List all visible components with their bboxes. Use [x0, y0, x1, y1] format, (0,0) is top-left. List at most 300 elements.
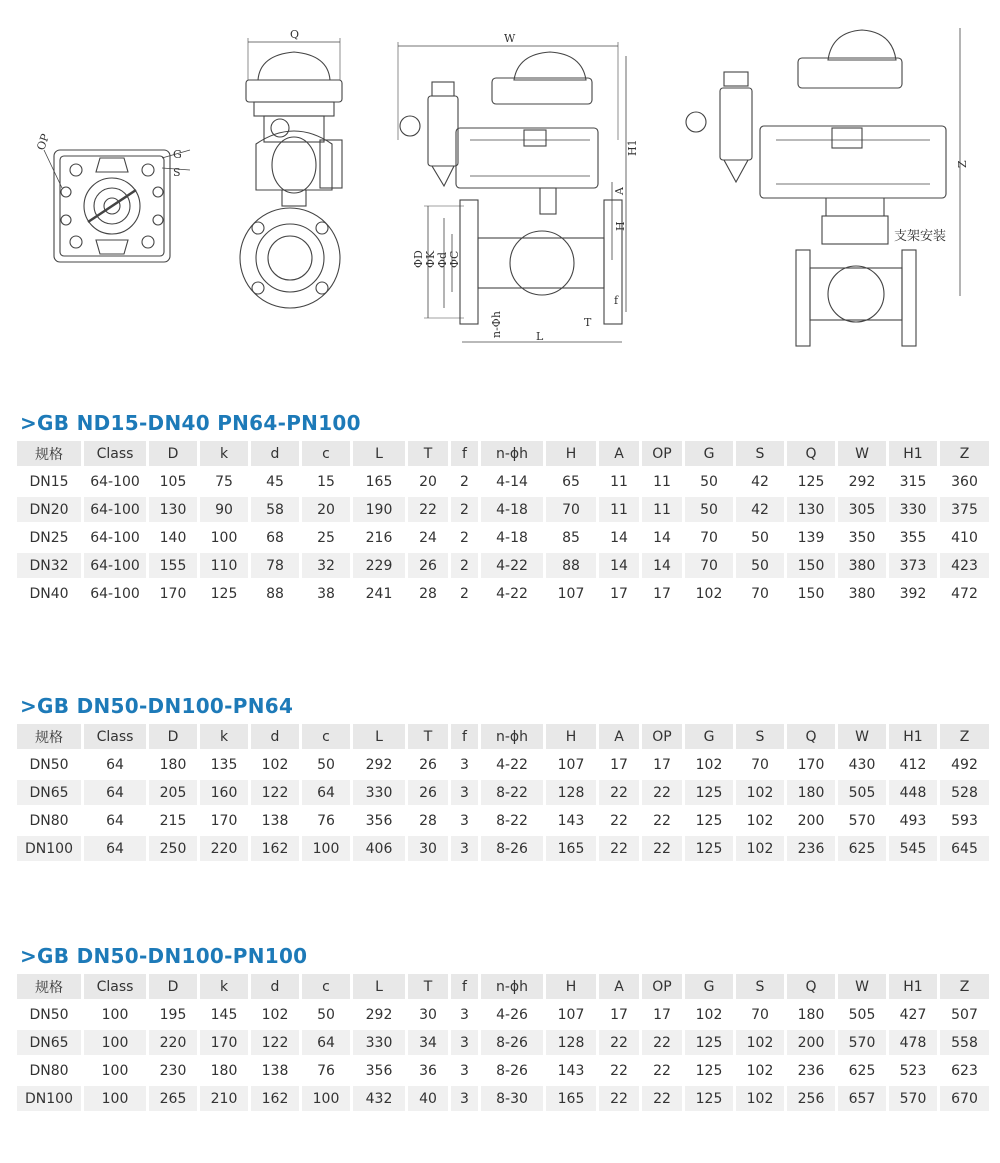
col-header: Q: [787, 724, 835, 749]
s-label: S: [173, 166, 181, 179]
col-header: c: [302, 974, 350, 999]
table-cell: 2: [451, 581, 478, 606]
table-cell: 170: [200, 1030, 248, 1055]
table-cell: 42: [736, 469, 784, 494]
table-cell: 350: [838, 525, 886, 550]
table-cell: 4-14: [481, 469, 543, 494]
table-cell: 570: [838, 1030, 886, 1055]
table-cell: 162: [251, 1086, 299, 1111]
table-cell: 216: [353, 525, 405, 550]
col-header: D: [149, 724, 197, 749]
table-cell: 130: [149, 497, 197, 522]
table-cell: 32: [302, 553, 350, 578]
table-cell: 373: [889, 553, 937, 578]
table-cell: 412: [889, 752, 937, 777]
col-header: Q: [787, 441, 835, 466]
col-header: H: [546, 441, 596, 466]
table-cell: 14: [599, 553, 639, 578]
col-header: H: [546, 724, 596, 749]
table-cell: 292: [838, 469, 886, 494]
table-cell: 205: [149, 780, 197, 805]
table-row: [17, 808, 989, 833]
table-cell: 315: [889, 469, 937, 494]
table-cell: 17: [642, 752, 682, 777]
table-cell: 375: [940, 497, 989, 522]
table-cell: 125: [685, 780, 733, 805]
table-cell: 64: [84, 780, 146, 805]
col-header: G: [685, 441, 733, 466]
table-cell: 100: [302, 836, 350, 861]
table-cell: 85: [546, 525, 596, 550]
table-cell: 410: [940, 525, 989, 550]
table-cell: 30: [408, 1002, 448, 1027]
table-cell: 102: [736, 1030, 784, 1055]
table-cell: 28: [408, 808, 448, 833]
table-cell: 138: [251, 808, 299, 833]
phi-d-label: ΦD: [412, 250, 425, 268]
table-cell: 165: [353, 469, 405, 494]
table-cell: DN40: [17, 581, 81, 606]
top-view-drawing: [34, 132, 190, 262]
h-label: H: [614, 221, 627, 231]
l-label: L: [536, 330, 544, 343]
table-cell: 493: [889, 808, 937, 833]
spec-section-2: [16, 691, 978, 864]
table-cell: 110: [200, 553, 248, 578]
table-cell: 100: [84, 1058, 146, 1083]
phi-d-small-label: Φd: [436, 251, 449, 268]
table-cell: 472: [940, 581, 989, 606]
table-cell: 107: [546, 581, 596, 606]
table-cell: 70: [685, 553, 733, 578]
table-cell: 26: [408, 752, 448, 777]
table-cell: 102: [251, 752, 299, 777]
spec-section-1: [16, 408, 978, 609]
table-cell: 180: [787, 1002, 835, 1027]
table-cell: 125: [685, 1030, 733, 1055]
table-cell: 625: [838, 836, 886, 861]
table-cell: 430: [838, 752, 886, 777]
table-cell: 3: [451, 780, 478, 805]
table-cell: 230: [149, 1058, 197, 1083]
table-cell: 130: [787, 497, 835, 522]
table-cell: 406: [353, 836, 405, 861]
col-header: n-ϕh: [481, 974, 543, 999]
col-header: Z: [940, 724, 989, 749]
table-cell: 356: [353, 808, 405, 833]
col-header: W: [838, 724, 886, 749]
col-header: OP: [642, 724, 682, 749]
col-header: 规格: [17, 974, 81, 999]
col-header: f: [451, 441, 478, 466]
table-cell: 17: [599, 581, 639, 606]
col-header: S: [736, 724, 784, 749]
table-cell: 22: [599, 1030, 639, 1055]
table-cell: 22: [642, 1030, 682, 1055]
a-label: A: [613, 187, 626, 195]
table-cell: 64-100: [84, 469, 146, 494]
spec-table: [14, 438, 992, 609]
col-header: k: [200, 974, 248, 999]
table-cell: 22: [599, 1086, 639, 1111]
table-cell: 4-26: [481, 1002, 543, 1027]
col-header: k: [200, 441, 248, 466]
front-view-drawing: [398, 32, 639, 343]
table-cell: 558: [940, 1030, 989, 1055]
table-cell: 3: [451, 752, 478, 777]
table-row: [17, 836, 989, 861]
table-cell: 125: [200, 581, 248, 606]
table-cell: 4-18: [481, 497, 543, 522]
table-cell: 22: [642, 808, 682, 833]
table-cell: 155: [149, 553, 197, 578]
bracket-install-label: 支架安装: [894, 229, 947, 244]
table-cell: 3: [451, 1002, 478, 1027]
table-cell: 11: [599, 469, 639, 494]
table-cell: 17: [642, 1002, 682, 1027]
col-header: S: [736, 974, 784, 999]
table-row: [17, 1002, 989, 1027]
table-cell: 250: [149, 836, 197, 861]
col-header: Class: [84, 974, 146, 999]
table-cell: 125: [685, 808, 733, 833]
table-cell: 20: [408, 469, 448, 494]
phi-c-label: ΦC: [448, 250, 461, 268]
table-cell: 4-22: [481, 752, 543, 777]
table-cell: 4-22: [481, 553, 543, 578]
table-cell: 102: [736, 1058, 784, 1083]
table-cell: DN80: [17, 808, 81, 833]
table-cell: 432: [353, 1086, 405, 1111]
table-cell: 145: [200, 1002, 248, 1027]
table-cell: 58: [251, 497, 299, 522]
table-cell: 11: [642, 497, 682, 522]
spec-table: [14, 971, 992, 1114]
table-row: [17, 1030, 989, 1055]
table-cell: 64: [84, 752, 146, 777]
table-cell: DN100: [17, 836, 81, 861]
table-cell: 478: [889, 1030, 937, 1055]
col-header: H1: [889, 441, 937, 466]
op-label: OP: [34, 132, 53, 153]
table-cell: 138: [251, 1058, 299, 1083]
table-cell: 190: [353, 497, 405, 522]
table-cell: 165: [546, 836, 596, 861]
bracket-view-drawing: [686, 28, 969, 346]
table-cell: 165: [546, 1086, 596, 1111]
table-cell: 22: [599, 1058, 639, 1083]
table-cell: 64-100: [84, 525, 146, 550]
table-cell: 14: [642, 553, 682, 578]
table-cell: DN20: [17, 497, 81, 522]
table-cell: 26: [408, 553, 448, 578]
table-cell: 220: [200, 836, 248, 861]
table-cell: 70: [685, 525, 733, 550]
table-cell: 150: [787, 581, 835, 606]
table-cell: 22: [642, 836, 682, 861]
table-cell: 30: [408, 836, 448, 861]
table-cell: 76: [302, 808, 350, 833]
table-cell: 8-22: [481, 780, 543, 805]
col-header: G: [685, 974, 733, 999]
table-cell: 492: [940, 752, 989, 777]
h1-label: H1: [626, 139, 639, 156]
table-cell: 625: [838, 1058, 886, 1083]
table-cell: 162: [251, 836, 299, 861]
table-cell: 545: [889, 836, 937, 861]
table-cell: 36: [408, 1058, 448, 1083]
table-cell: 305: [838, 497, 886, 522]
table-cell: 102: [685, 581, 733, 606]
table-header-row: [17, 724, 989, 749]
col-header: k: [200, 724, 248, 749]
table-cell: 102: [251, 1002, 299, 1027]
table-cell: 170: [200, 808, 248, 833]
table-cell: 265: [149, 1086, 197, 1111]
q-label: Q: [290, 28, 300, 41]
table-cell: 45: [251, 469, 299, 494]
table-cell: 20: [302, 497, 350, 522]
col-header: L: [353, 441, 405, 466]
g-label: G: [173, 148, 182, 161]
col-header: A: [599, 974, 639, 999]
table-cell: 102: [736, 808, 784, 833]
table-cell: 180: [200, 1058, 248, 1083]
table-cell: 200: [787, 808, 835, 833]
col-header: T: [408, 441, 448, 466]
table-cell: 64: [84, 836, 146, 861]
table-cell: 657: [838, 1086, 886, 1111]
col-header: S: [736, 441, 784, 466]
table-cell: 292: [353, 1002, 405, 1027]
col-header: W: [838, 974, 886, 999]
table-cell: DN50: [17, 752, 81, 777]
table-cell: 670: [940, 1086, 989, 1111]
table-cell: DN65: [17, 1030, 81, 1055]
table-cell: 8-26: [481, 836, 543, 861]
z-label: Z: [956, 160, 969, 168]
col-header: d: [251, 974, 299, 999]
table-cell: 360: [940, 469, 989, 494]
table-cell: 623: [940, 1058, 989, 1083]
table-cell: 100: [200, 525, 248, 550]
table-cell: 22: [642, 780, 682, 805]
table-cell: 392: [889, 581, 937, 606]
table-cell: 107: [546, 752, 596, 777]
table-cell: 14: [599, 525, 639, 550]
table-cell: 90: [200, 497, 248, 522]
table-cell: 2: [451, 525, 478, 550]
table-cell: 17: [642, 581, 682, 606]
table-cell: 125: [787, 469, 835, 494]
table-cell: 34: [408, 1030, 448, 1055]
table-cell: 380: [838, 553, 886, 578]
table-cell: 180: [149, 752, 197, 777]
table-cell: 356: [353, 1058, 405, 1083]
table-cell: 8-26: [481, 1030, 543, 1055]
table-cell: 50: [302, 752, 350, 777]
table-cell: 160: [200, 780, 248, 805]
table-cell: 448: [889, 780, 937, 805]
table-cell: 50: [736, 553, 784, 578]
table-cell: 3: [451, 808, 478, 833]
table-row: [17, 553, 989, 578]
table-cell: 22: [599, 808, 639, 833]
table-cell: 122: [251, 1030, 299, 1055]
table-cell: 65: [546, 469, 596, 494]
table-header-row: [17, 441, 989, 466]
table-cell: 125: [685, 1086, 733, 1111]
table-row: [17, 752, 989, 777]
table-cell: 3: [451, 1086, 478, 1111]
table-cell: 507: [940, 1002, 989, 1027]
spec-table: [14, 721, 992, 864]
col-header: L: [353, 724, 405, 749]
col-header: H: [546, 974, 596, 999]
table-cell: 180: [787, 780, 835, 805]
table-row: [17, 497, 989, 522]
table-cell: 75: [200, 469, 248, 494]
col-header: A: [599, 441, 639, 466]
col-header: OP: [642, 974, 682, 999]
table-cell: 42: [736, 497, 784, 522]
table-cell: DN100: [17, 1086, 81, 1111]
table-cell: DN80: [17, 1058, 81, 1083]
table-cell: 50: [736, 525, 784, 550]
table-cell: 64: [302, 780, 350, 805]
table-cell: 28: [408, 581, 448, 606]
technical-drawings: [0, 0, 1000, 380]
col-header: T: [408, 974, 448, 999]
table-cell: 128: [546, 780, 596, 805]
table-cell: 64-100: [84, 497, 146, 522]
table-cell: 128: [546, 1030, 596, 1055]
table-cell: 25: [302, 525, 350, 550]
table-cell: 22: [642, 1086, 682, 1111]
section-title: >GB DN50-DN100-PN100: [20, 944, 308, 968]
table-cell: 645: [940, 836, 989, 861]
col-header: 规格: [17, 724, 81, 749]
col-header: d: [251, 441, 299, 466]
table-cell: 107: [546, 1002, 596, 1027]
table-cell: 50: [685, 469, 733, 494]
table-cell: 17: [599, 1002, 639, 1027]
col-header: n-ϕh: [481, 441, 543, 466]
table-cell: 11: [599, 497, 639, 522]
table-cell: 236: [787, 836, 835, 861]
table-cell: 570: [889, 1086, 937, 1111]
table-cell: DN15: [17, 469, 81, 494]
table-cell: 135: [200, 752, 248, 777]
table-cell: 150: [787, 553, 835, 578]
table-cell: 38: [302, 581, 350, 606]
table-cell: 50: [685, 497, 733, 522]
phi-k-label: ΦK: [424, 250, 437, 268]
table-cell: 139: [787, 525, 835, 550]
side-view-drawing: [240, 28, 342, 308]
table-cell: 14: [642, 525, 682, 550]
table-cell: 140: [149, 525, 197, 550]
table-cell: 26: [408, 780, 448, 805]
table-cell: DN32: [17, 553, 81, 578]
table-cell: 170: [787, 752, 835, 777]
table-cell: 102: [736, 836, 784, 861]
col-header: D: [149, 441, 197, 466]
table-cell: 102: [685, 752, 733, 777]
table-cell: 11: [642, 469, 682, 494]
table-cell: 355: [889, 525, 937, 550]
table-cell: 64: [302, 1030, 350, 1055]
table-cell: 78: [251, 553, 299, 578]
table-cell: 22: [642, 1058, 682, 1083]
table-cell: 423: [940, 553, 989, 578]
table-cell: 143: [546, 808, 596, 833]
table-cell: 102: [685, 1002, 733, 1027]
table-cell: 64: [84, 808, 146, 833]
col-header: Class: [84, 441, 146, 466]
table-cell: 330: [353, 1030, 405, 1055]
table-cell: 2: [451, 497, 478, 522]
col-header: OP: [642, 441, 682, 466]
col-header: f: [451, 974, 478, 999]
table-cell: 3: [451, 836, 478, 861]
table-cell: 15: [302, 469, 350, 494]
f-label: f: [614, 294, 619, 307]
table-cell: 70: [546, 497, 596, 522]
table-cell: 3: [451, 1058, 478, 1083]
table-cell: 229: [353, 553, 405, 578]
table-cell: 105: [149, 469, 197, 494]
table-row: [17, 1058, 989, 1083]
table-cell: 100: [84, 1030, 146, 1055]
col-header: A: [599, 724, 639, 749]
table-cell: 593: [940, 808, 989, 833]
table-cell: 4-18: [481, 525, 543, 550]
table-cell: 505: [838, 1002, 886, 1027]
col-header: Q: [787, 974, 835, 999]
table-cell: 523: [889, 1058, 937, 1083]
col-header: Z: [940, 974, 989, 999]
col-header: f: [451, 724, 478, 749]
table-cell: 195: [149, 1002, 197, 1027]
table-cell: 505: [838, 780, 886, 805]
table-cell: 241: [353, 581, 405, 606]
table-cell: 220: [149, 1030, 197, 1055]
table-cell: 256: [787, 1086, 835, 1111]
table-cell: 100: [84, 1002, 146, 1027]
table-cell: 200: [787, 1030, 835, 1055]
table-cell: 100: [84, 1086, 146, 1111]
col-header: Class: [84, 724, 146, 749]
table-cell: 24: [408, 525, 448, 550]
table-row: [17, 581, 989, 606]
table-cell: 88: [546, 553, 596, 578]
table-cell: 8-22: [481, 808, 543, 833]
table-cell: 170: [149, 581, 197, 606]
table-cell: 102: [736, 780, 784, 805]
col-header: n-ϕh: [481, 724, 543, 749]
table-cell: DN50: [17, 1002, 81, 1027]
col-header: 规格: [17, 441, 81, 466]
table-cell: 3: [451, 1030, 478, 1055]
col-header: L: [353, 974, 405, 999]
table-cell: 2: [451, 469, 478, 494]
table-cell: 68: [251, 525, 299, 550]
table-cell: DN25: [17, 525, 81, 550]
table-row: [17, 469, 989, 494]
table-cell: 100: [302, 1086, 350, 1111]
table-cell: 70: [736, 581, 784, 606]
